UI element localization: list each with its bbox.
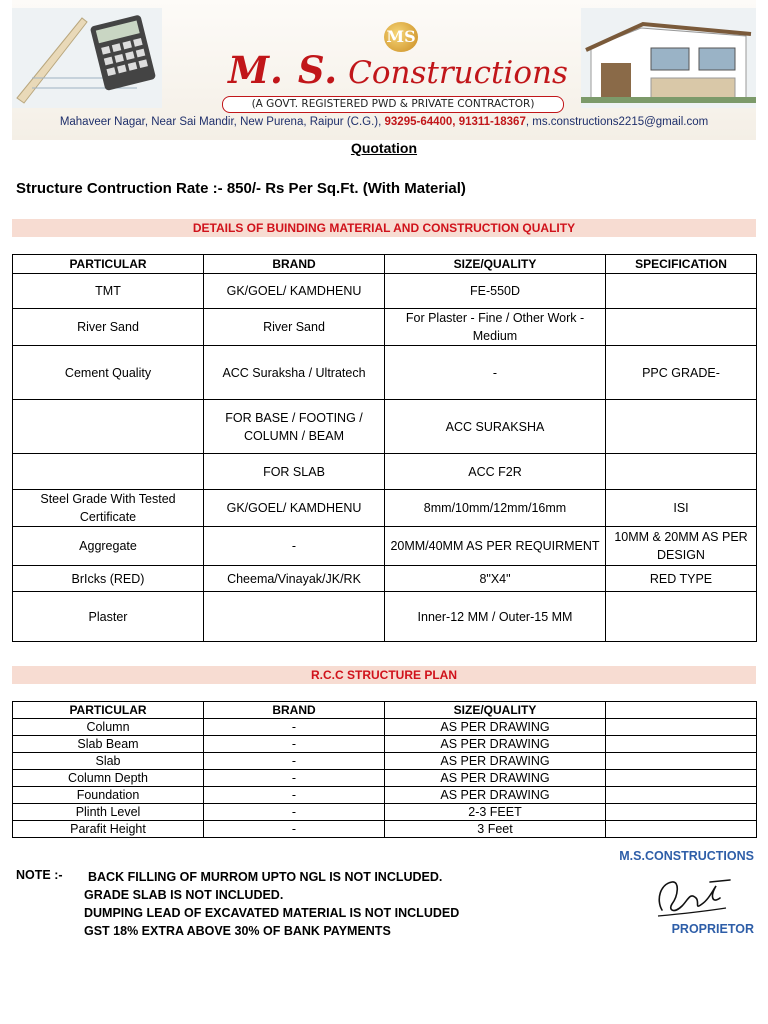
table-cell: RED TYPE: [606, 566, 757, 592]
column-header: SPECIFICATION: [606, 255, 757, 274]
company-logo: MS: [384, 22, 418, 52]
table-cell: River Sand: [13, 309, 204, 346]
house-illustration: [581, 8, 756, 108]
company-address-line: [12, 116, 756, 128]
table-cell: AS PER DRAWING: [385, 719, 606, 736]
table-cell: [606, 770, 757, 787]
table-cell: Foundation: [13, 787, 204, 804]
table-cell: FOR SLAB: [204, 454, 385, 490]
signature-image: [650, 870, 740, 922]
section-heading-materials: DETAILS OF BUINDING MATERIAL AND CONSTRUCTION QUALITY: [12, 219, 756, 237]
table-cell: Column: [13, 719, 204, 736]
table-row: [13, 770, 757, 787]
company-tagline: (A GOVT. REGISTERED PWD & PRIVATE CONTRACTOR): [222, 96, 564, 113]
table-row: [13, 346, 757, 400]
table-cell: GK/GOEL/ KAMDHENU: [204, 274, 385, 309]
table-cell: For Plaster - Fine / Other Work - Medium: [385, 309, 606, 346]
company-name-word: Constructions: [348, 55, 568, 91]
table-row: [13, 490, 757, 527]
table-cell: 3 Feet: [385, 821, 606, 838]
note-line: GRADE SLAB IS NOT INCLUDED.: [84, 888, 284, 902]
table-cell: AS PER DRAWING: [385, 787, 606, 804]
table-row: [13, 309, 757, 346]
column-header: SIZE/QUALITY: [385, 255, 606, 274]
table-cell: TMT: [13, 274, 204, 309]
table-cell: 2-3 FEET: [385, 804, 606, 821]
table-cell: -: [204, 787, 385, 804]
table-cell: [13, 454, 204, 490]
table-cell: [606, 400, 757, 454]
table-cell: [606, 592, 757, 642]
company-name: [208, 48, 588, 92]
table-cell: ACC F2R: [385, 454, 606, 490]
table-cell: -: [204, 719, 385, 736]
table-cell: Cheema/Vinayak/JK/RK: [204, 566, 385, 592]
table-cell: AS PER DRAWING: [385, 753, 606, 770]
rcc-table: [12, 701, 757, 838]
table-cell: -: [385, 346, 606, 400]
table-cell: [606, 821, 757, 838]
table-row: [13, 566, 757, 592]
table-cell: PPC GRADE-: [606, 346, 757, 400]
table-cell: 8mm/10mm/12mm/16mm: [385, 490, 606, 527]
table-row: [13, 753, 757, 770]
column-header: PARTICULAR: [13, 702, 204, 719]
table-row: [13, 719, 757, 736]
table-cell: Inner-12 MM / Outer-15 MM: [385, 592, 606, 642]
table-cell: AS PER DRAWING: [385, 770, 606, 787]
table-cell: -: [204, 753, 385, 770]
table-row: [13, 274, 757, 309]
company-name-initials: M. S.: [228, 48, 339, 92]
company-email: , ms.constructions2215@gmail.com: [525, 116, 709, 128]
table-cell: ACC SURAKSHA: [385, 400, 606, 454]
column-header: BRAND: [204, 702, 385, 719]
table-cell: -: [204, 804, 385, 821]
table-cell: [606, 753, 757, 770]
signature-title: PROPRIETOR: [671, 922, 754, 936]
section-heading-rcc: R.C.C STRUCTURE PLAN: [12, 666, 756, 684]
table-cell: 8"X4": [385, 566, 606, 592]
note-line: DUMPING LEAD OF EXCAVATED MATERIAL IS NOT INCLUDED: [84, 906, 460, 920]
table-cell: [606, 804, 757, 821]
table-row: [13, 736, 757, 753]
table-row: [13, 821, 757, 838]
table-cell: Column Depth: [13, 770, 204, 787]
table-row: [13, 527, 757, 566]
table-row: [13, 454, 757, 490]
note-lines: [84, 868, 554, 940]
table-cell: Cement Quality: [13, 346, 204, 400]
table-cell: Slab Beam: [13, 736, 204, 753]
table-cell: [606, 454, 757, 490]
company-phones: 93295-64400, 91311-18367: [384, 116, 526, 128]
column-header: SIZE/QUALITY: [385, 702, 606, 719]
table-cell: GK/GOEL/ KAMDHENU: [204, 490, 385, 527]
table-cell: -: [204, 736, 385, 753]
table-cell: FE-550D: [385, 274, 606, 309]
company-address: Mahaveer Nagar, Near Sai Mandir, New Purena, Raipur (C.G.),: [59, 116, 385, 128]
table-cell: [606, 736, 757, 753]
table-cell: 20MM/40MM AS PER REQUIRMENT: [385, 527, 606, 566]
column-header: BRAND: [204, 255, 385, 274]
table-cell: ACC Suraksha / Ultratech: [204, 346, 385, 400]
table-cell: [606, 274, 757, 309]
table-cell: BrIcks (RED): [13, 566, 204, 592]
document-title: Quotation: [350, 140, 418, 156]
table-cell: -: [204, 527, 385, 566]
table-cell: -: [204, 770, 385, 787]
table-cell: AS PER DRAWING: [385, 736, 606, 753]
table-cell: 10MM & 20MM AS PER DESIGN: [606, 527, 757, 566]
table-cell: FOR BASE / FOOTING / COLUMN / BEAM: [204, 400, 385, 454]
table-cell: [204, 592, 385, 642]
note-line: BACK FILLING OF MURROM UPTO NGL IS NOT INCLUDED.: [88, 870, 443, 884]
rate-line: Structure Contruction Rate :- 850/- Rs Per Sq.Ft. (With Material): [16, 180, 466, 197]
table-header-row: [13, 255, 757, 274]
table-cell: Slab: [13, 753, 204, 770]
calculator-drafting-illustration: [12, 8, 162, 108]
letterhead: [12, 0, 756, 140]
table-cell: -: [204, 821, 385, 838]
table-cell: River Sand: [204, 309, 385, 346]
column-header: PARTICULAR: [13, 255, 204, 274]
note-label: NOTE :-: [16, 868, 63, 882]
table-cell: [606, 309, 757, 346]
table-cell: ISI: [606, 490, 757, 527]
table-row: [13, 804, 757, 821]
note-line: GST 18% EXTRA ABOVE 30% OF BANK PAYMENTS: [84, 924, 391, 938]
table-cell: [13, 400, 204, 454]
table-cell: Plinth Level: [13, 804, 204, 821]
table-cell: Plaster: [13, 592, 204, 642]
table-cell: Aggregate: [13, 527, 204, 566]
table-row: [13, 400, 757, 454]
materials-table: [12, 254, 757, 642]
table-header-row: [13, 702, 757, 719]
table-row: [13, 787, 757, 804]
table-cell: Parafit Height: [13, 821, 204, 838]
table-cell: [606, 787, 757, 804]
signature-company: M.S.CONSTRUCTIONS: [619, 849, 754, 863]
table-row: [13, 592, 757, 642]
table-cell: [606, 719, 757, 736]
table-cell: Steel Grade With Tested Certificate: [13, 490, 204, 527]
column-header: [606, 702, 757, 719]
